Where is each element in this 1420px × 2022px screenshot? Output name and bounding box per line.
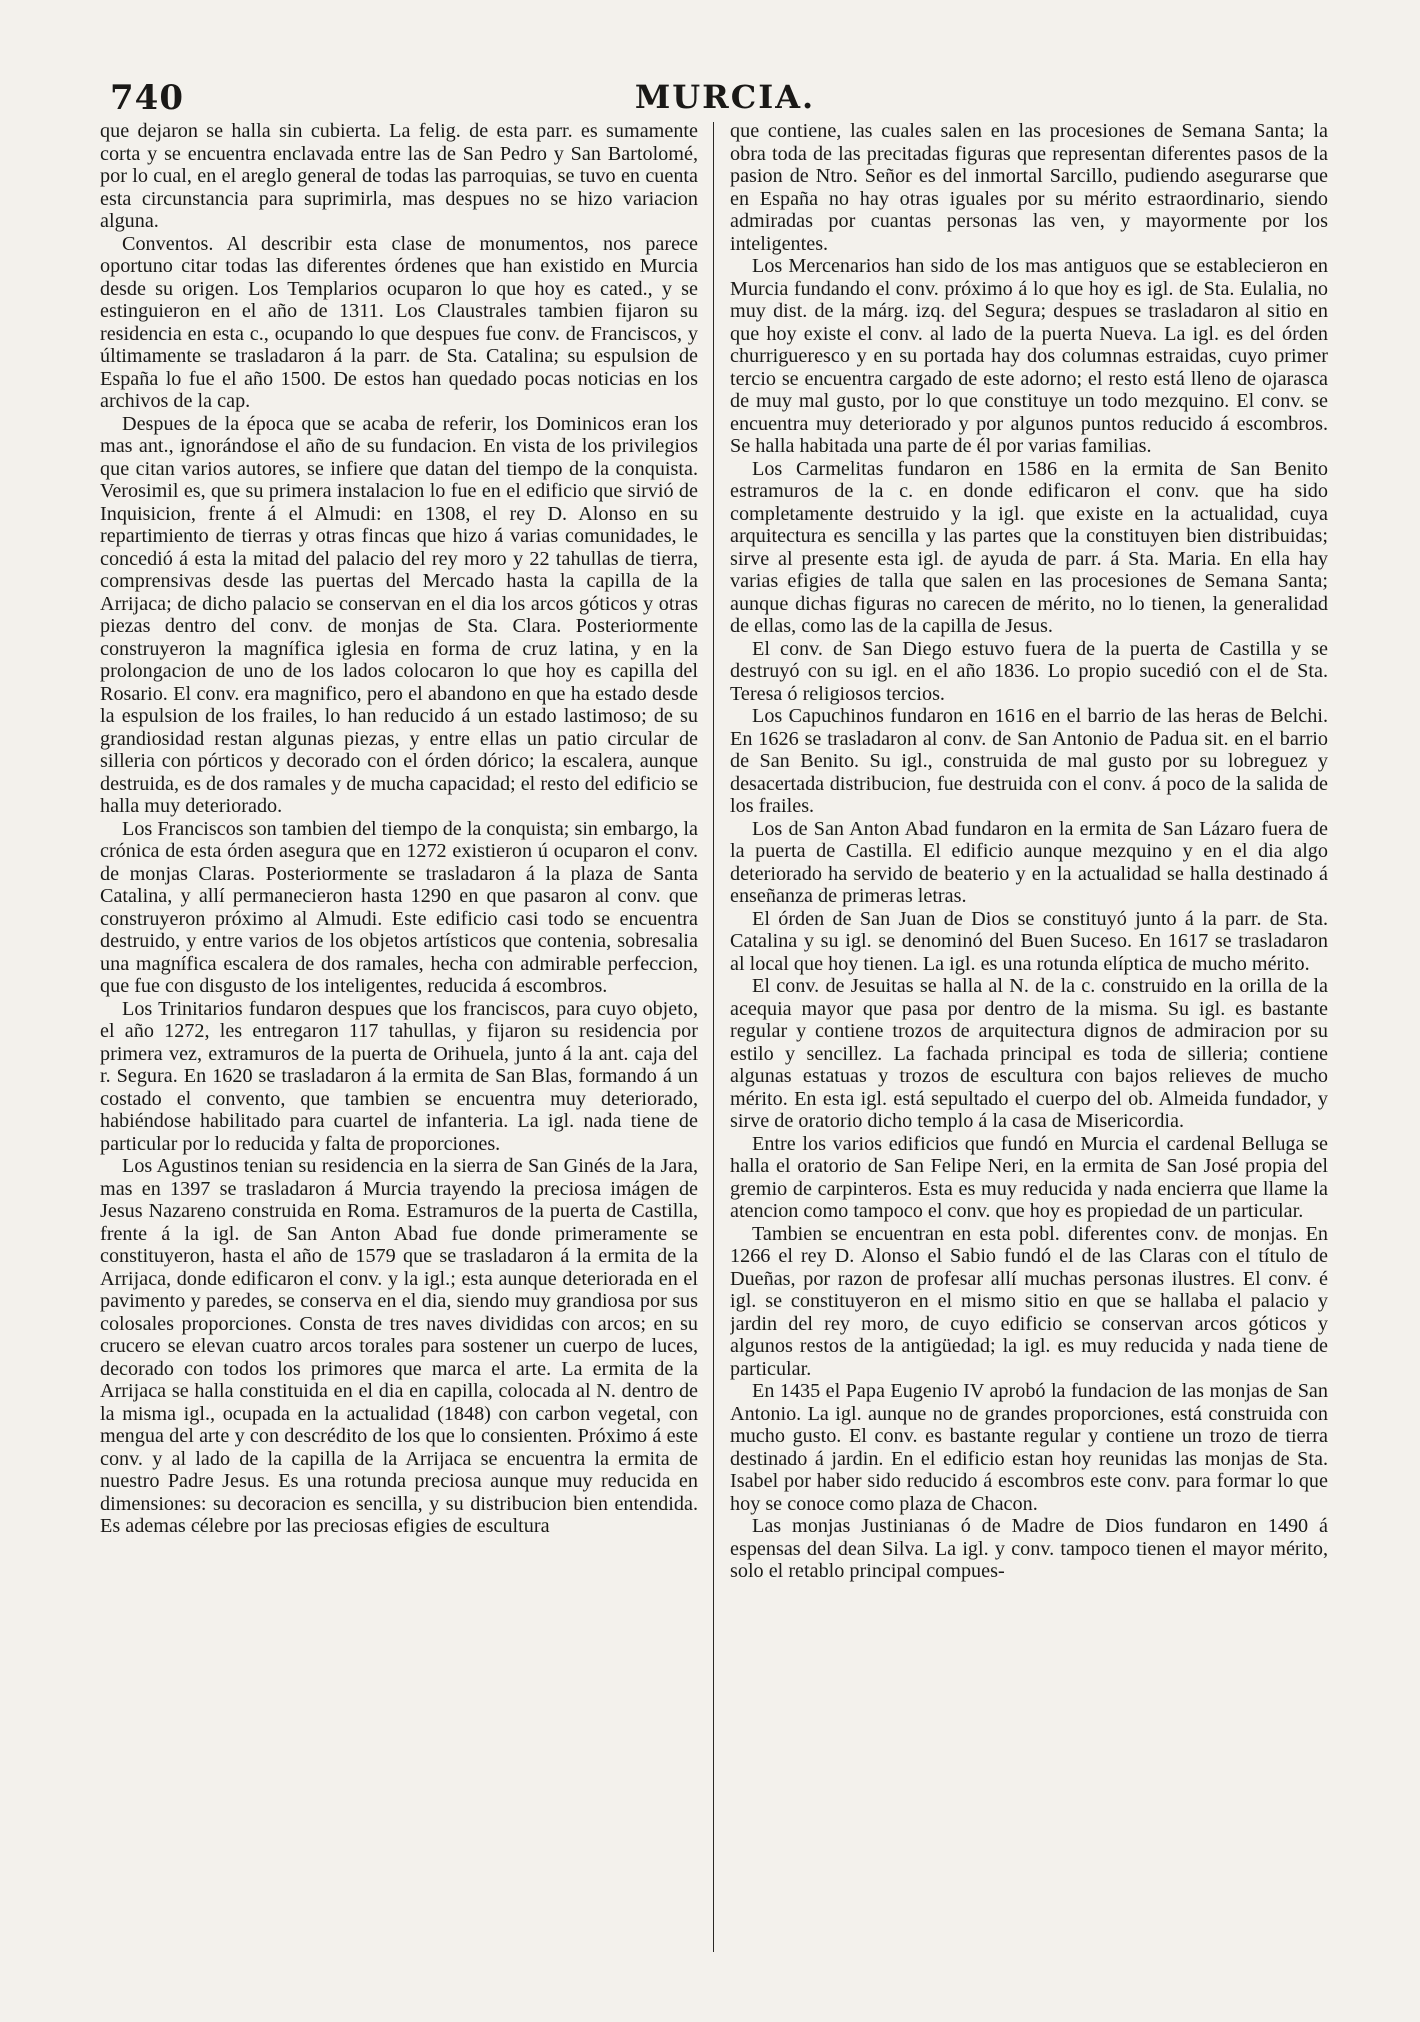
paragraph: Los Trinitarios fundaron despues que los franciscos, para cuyo objeto, el año 1272, les entregaron 117 tahullas, y fijaron su residencia por primera vez, extramuros de la puerta de Orihuela, junto á la ant. caja del r. Segura. En 1620 se trasladaron á la ermita de San Blas, formando á un costado el convento, que tambien se encuentra muy deteriorado, habiéndose habilitado para cuartel de infanteria. La igl. nada tiene de particular por lo reducida y falta de proporciones. (100, 997, 698, 1155)
paragraph: Los Mercenarios han sido de los mas antiguos que se establecieron en Murcia fundando el conv. próximo á lo que hoy es igl. de Sta. Eulalia, no muy dist. de la márg. izq. del Segura; despues se trasladaron al sitio en que hoy existe el conv. al lado de la puerta Nueva. La igl. es del órden churrigueresco y en su portada hay dos columnas estraidas, cuyo primer tercio se encuentra cargado de este adorno; el resto está lleno de ojarasca de muy mal gusto, por lo que constituye un todo mezquino. El conv. se encuentra muy deteriorado y por algunos puntos reducido á escombros. Se halla habitada una parte de él por varias familias. (730, 255, 1328, 457)
page-header (110, 78, 1340, 118)
paragraph: Entre los varios edificios que fundó en Murcia el cardenal Belluga se halla el oratorio de San Felipe Neri, en la ermita de San José propia del gremio de carpinteros. Esta es muy reducida y nada encierra que llame la atencion como tampoco el conv. que hoy es propiedad de un particular. (730, 1132, 1328, 1222)
left-column (100, 120, 698, 1950)
paragraph: Los Franciscos son tambien del tiempo de la conquista; sin embargo, la crónica de esta órden asegura que en 1272 existieron ú ocuparon el conv. de monjas Claras. Posteriormente se trasladaron á la plaza de Santa Catalina, y allí permanecieron hasta 1290 en que pasaron al conv. que construyeron próximo al Almudi. Este edificio casi todo se encuentra destruido, y entre varios de los objetos artísticos que contenia, sobresalia una magnífica escalera de dos ramales, hecha con admirable perfeccion, que fue con disgusto de los inteligentes, reducida á escombros. (100, 817, 698, 997)
paragraph: Conventos. Al describir esta clase de monumentos, nos parece oportuno citar todas las diferentes órdenes que han existido en Murcia desde su origen. Los Templarios ocuparon lo que hoy es cated., y se estinguieron en el año de 1311. Los Claustrales tambien fijaron su residencia en esta c., ocupando lo que despues fue conv. de Franciscos, y últimamente se trasladaron á la parr. de Sta. Catalina; su espulsion de España lo fue el año 1500. De estos han quedado pocas noticias en los archivos de la cap. (100, 232, 698, 412)
column-divider (713, 122, 714, 1952)
running-title: MURCIA. (634, 78, 816, 116)
paragraph: El conv. de San Diego estuvo fuera de la puerta de Castilla y se destruyó con su igl. en el año 1836. Lo propio sucedió con el de Sta. Teresa ó religiosos tercios. (730, 637, 1328, 705)
page-number: 740 (110, 78, 184, 118)
paragraph: En 1435 el Papa Eugenio IV aprobó la fundacion de las monjas de San Antonio. La igl. aunque no de grandes proporciones, está construida con mucho gusto. El conv. es bastante regular y contiene un trozo de tierra destinado á jardin. En el edificio estan hoy reunidas las monjas de Sta. Isabel por haber sido reducido á escombros este conv. para formar lo que hoy se conoce como plaza de Chacon. (730, 1380, 1328, 1515)
paragraph: que dejaron se halla sin cubierta. La felig. de esta parr. es sumamente corta y se encuentra enclavada entre las de San Pedro y San Bartolomé, por lo cual, en el areglo general de todas las parroquias, se tuvo en cuenta esta circunstancia para suprimirla, mas despues no se hizo variacion alguna. (100, 120, 698, 232)
paragraph: Tambien se encuentran en esta pobl. diferentes conv. de monjas. En 1266 el rey D. Alonso el Sabio fundó el de las Claras con el título de Dueñas, por razon de profesar allí muchas personas ilustres. El conv. é igl. se constituyeron en el mismo sitio en que se hallaba el palacio y jardin del rey moro, de cuyo edificio se conservan arcos góticos y algunos restos de la antigüedad; la igl. es muy reducida y nada tiene de particular. (730, 1222, 1328, 1380)
paragraph: Los de San Anton Abad fundaron en la ermita de San Lázaro fuera de la puerta de Castilla. El edificio aunque mezquino y en el dia algo deteriorado ha servido de beaterio y en la actualidad se halla destinado á enseñanza de primeras letras. (730, 817, 1328, 907)
paragraph: Los Agustinos tenian su residencia en la sierra de San Ginés de la Jara, mas en 1397 se trasladaron á Murcia trayendo la preciosa imágen de Jesus Nazareno construida en Roma. Estramuros de la puerta de Castilla, frente á la igl. de San Anton Abad fue donde primeramente se constituyeron, hasta el año de 1579 que se trasladaron á la ermita de la Arrijaca, donde edificaron el conv. y la igl.; esta aunque deteriorada en el pavimento y paredes, se conserva en el dia, siendo muy grandiosa por sus colosales proporciones. Consta de tres naves divididas con arcos; en su crucero se elevan cuatro arcos torales para sostener un cuerpo de luces, decorado con todos los primores que marca el arte. La ermita de la Arrijaca se halla constituida en el dia en capilla, colocada al N. dentro de la misma igl., ocupada en la actualidad (1848) con carbon vegetal, con mengua del arte y con descrédito de los que lo consienten. Próximo á este conv. y al lado de la capilla de la Arrijaca se encuentra la ermita de nuestro Padre Jesus. Es una rotunda preciosa aunque muy reducida en dimensiones: su decoracion es sencilla, y su distribucion bien entendida. Es ademas célebre por las preciosas efigies de escultura (100, 1155, 698, 1537)
right-column (730, 120, 1328, 1950)
paragraph: Las monjas Justinianas ó de Madre de Dios fundaron en 1490 á espensas del dean Silva. La igl. y conv. tampoco tienen el mayor mérito, solo el retablo principal compues- (730, 1515, 1328, 1582)
paragraph: Los Carmelitas fundaron en 1586 en la ermita de San Benito estramuros de la c. en donde edificaron el conv. que ha sido completamente destruido y la igl. que existe en la actualidad, cuya arquitectura es sencilla y las partes que la constituyen bien distribuidas; sirve al presente esta igl. de ayuda de parr. á Sta. Maria. En ella hay varias efigies de talla que salen en las procesiones de Semana Santa; aunque dichas figuras no carecen de mérito, no lo tienen, la generalidad de ellas, como las de la capilla de Jesus. (730, 457, 1328, 637)
paragraph: Despues de la época que se acaba de referir, los Dominicos eran los mas ant., ignorándose el año de su fundacion. En vista de los privilegios que citan varios autores, se infiere que datan del tiempo de la conquista. Verosimil es, que su primera instalacion lo fue en el edificio que sirvió de Inquisicion, frente á el Almudi: en 1308, el rey D. Alonso en su repartimiento de tierras y otras fincas que hizo á varias comunidades, le concedió á esta la mitad del palacio del rey moro y 22 tahullas de tierra, comprensivas desde las puertas del Mercado hasta la capilla de la Arrijaca; de dicho palacio se conservan en el dia los arcos góticos y otras piezas dentro del conv. de monjas de Sta. Clara. Posteriormente construyeron la magnífica iglesia en forma de cruz latina, y en la prolongacion de uno de los lados colocaron lo que hoy es capilla del Rosario. El conv. era magnifico, pero el abandono en que ha estado desde la espulsion de los frailes, lo han reducido á un estado lastimoso; de su grandiosidad restan algunas piezas, y entre ellas un patio circular de silleria con pórticos y decorado con el órden dórico; la escalera, aunque destruida, es de dos ramales y de mucha capacidad; el resto del edificio se halla muy deteriorado. (100, 412, 698, 817)
paragraph: El órden de San Juan de Dios se constituyó junto á la parr. de Sta. Catalina y su igl. se denominó del Buen Suceso. En 1617 se trasladaron al local que hoy tienen. La igl. es una rotunda elíptica de mucho mérito. (730, 907, 1328, 975)
paragraph: El conv. de Jesuitas se halla al N. de la c. construido en la orilla de la acequia mayor que pasa por dentro de la misma. Su igl. es bastante regular y contiene trozos de arquitectura dignos de admiracion por su estilo y sencillez. La fachada principal es toda de silleria; contiene algunas estatuas y trozos de escultura con bajos relieves de mucho mérito. En esta igl. está sepultado el cuerpo del ob. Almeida fundador, y sirve de oratorio dicho templo á la casa de Misericordia. (730, 975, 1328, 1132)
paragraph: Los Capuchinos fundaron en 1616 en el barrio de las heras de Belchi. En 1626 se trasladaron al conv. de San Antonio de Padua sit. en el barrio de San Benito. Su igl., construida de mal gusto por su lobreguez y desacertada distribucion, fue destruida con el conv. á poco de la salida de los frailes. (730, 705, 1328, 817)
paragraph: que contiene, las cuales salen en las procesiones de Semana Santa; la obra toda de las precitadas figuras que representan diferentes pasos de la pasion de Ntro. Señor es del inmortal Sarcillo, pudiendo asegurarse que en España no hay otras iguales por su mérito estraordinario, siendo admiradas por cuantas personas las ven, y mayormente por los inteligentes. (730, 120, 1328, 255)
text-columns (100, 120, 1340, 1950)
